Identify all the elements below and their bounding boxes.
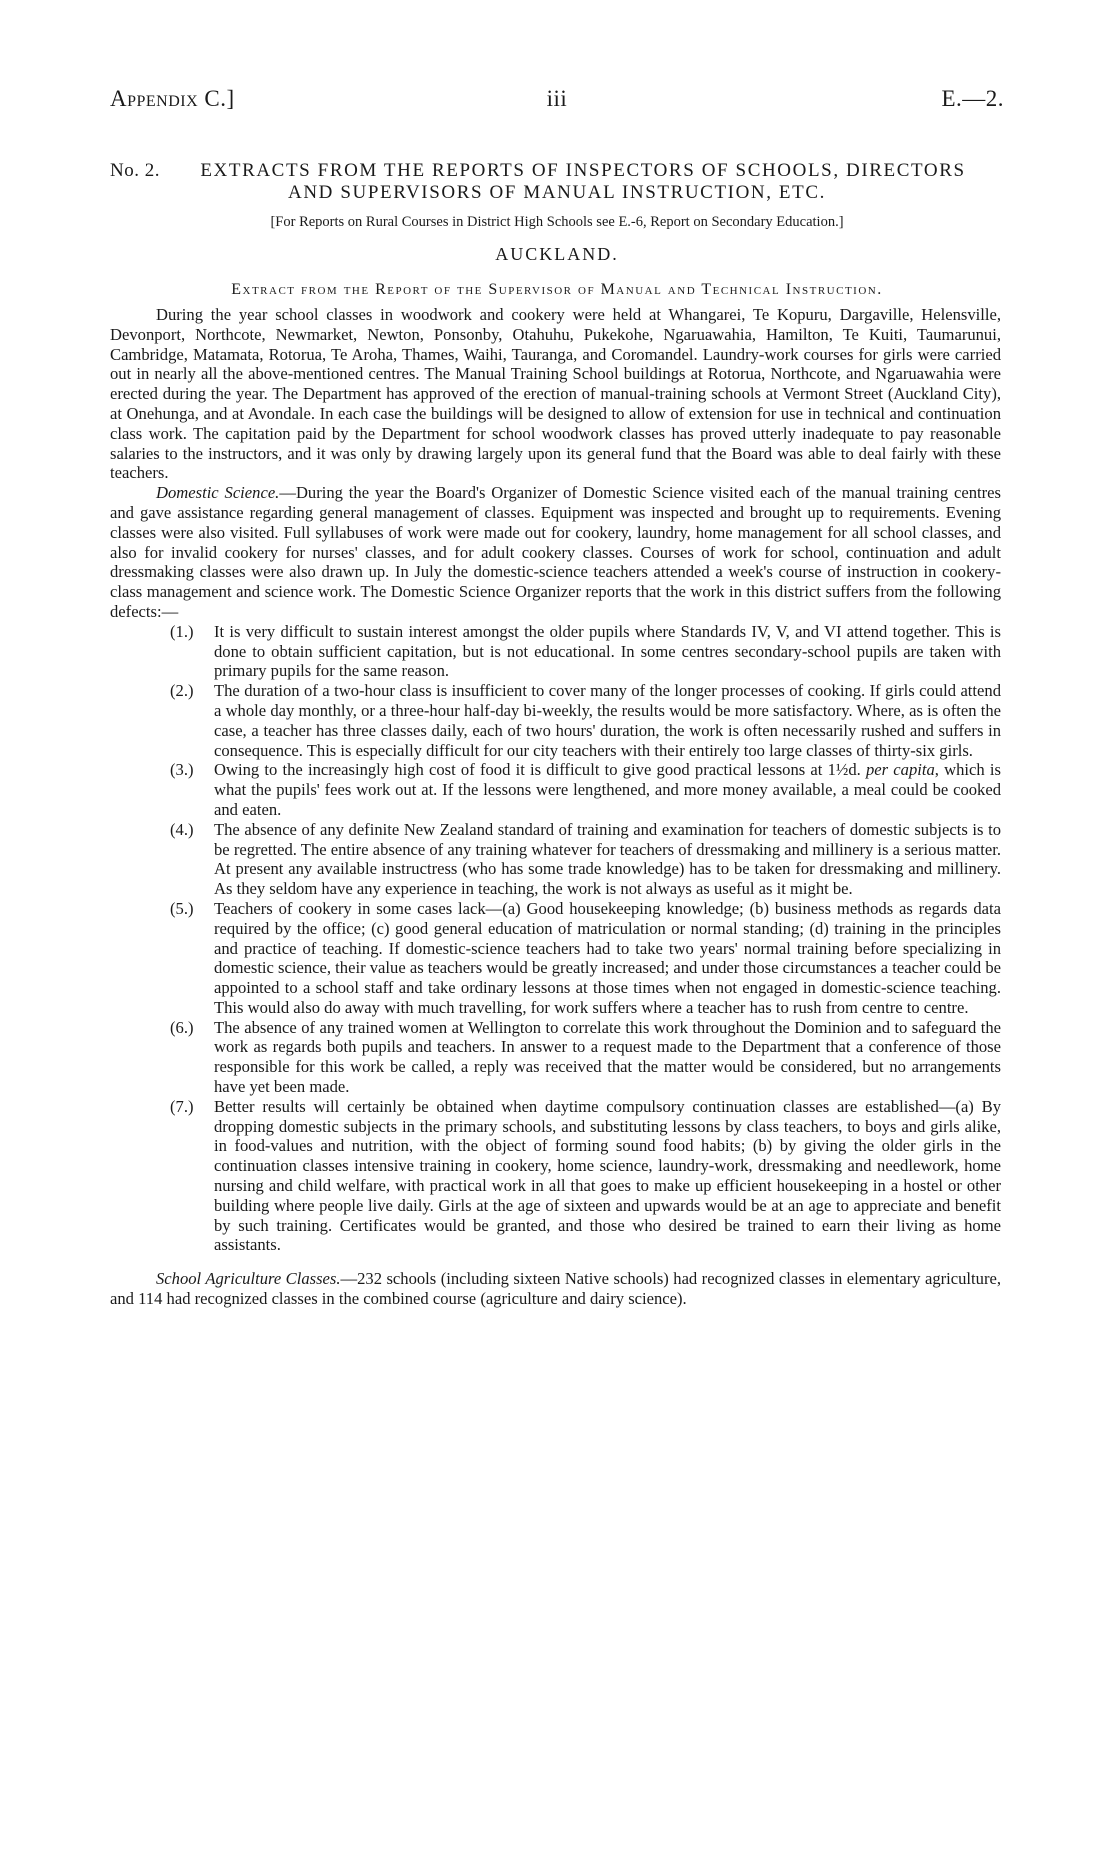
region-heading: AUCKLAND. — [495, 244, 619, 264]
list-text: Owing to the increasingly high cost of food it is difficult to give good practical lessons at 1½d. — [214, 760, 866, 780]
domestic-science-text: —During the year the Board's Organizer of Domestic Science visited each of the manual training centres and gave assistance regarding general management of classes. Equipment was inspected and brought up to requirements. Evening classes were also visited. Full syllabuses of work were made out for cookery, laundry, home management for all school classes, and also for invalid cookery for nurses' classes, and for adult cookery classes. Courses of work for school, continuation and adult dressmaking classes were also drawn up. In July the domestic-science teachers attended a week's course of instruction in cookery-class management and science work. The Domestic Science Organizer reports that the work in this district suffers from the following defects:— — [110, 483, 1001, 621]
header-reference: E.—2. — [941, 86, 1004, 111]
list-text: Better results will certainly be obtained when daytime compulsory continuation classes are established—(a) By dropping domestic subjects in the primary schools, and substituting lessons by class teachers, to boys and girls alike, in food-values and nutrition, with the object of forming sound food habits; (b) by giving the older girls in the continuation classes intensive training in cookery, home science, laundry-work, dressmaking and needlework, home nursing and child welfare, with practical work in all that goes to make up efficient housekeeping in a hostel or other building where people live daily. Girls at the age of sixteen and upwards would be at an age to appreciate and benefit by such training. Certificates would be granted, and those who desired be trained to earn their living as home assistants. — [214, 1096, 1001, 1255]
header-appendix: Appendix C.] — [110, 86, 235, 111]
list-number: (1.) — [170, 621, 194, 641]
list-item — [170, 1017, 1001, 1097]
list-number: (5.) — [170, 898, 194, 918]
list-number: (2.) — [170, 681, 194, 701]
paragraph-domestic-science — [110, 483, 1001, 622]
list-number: (7.) — [170, 1096, 194, 1116]
agriculture-lead: School Agriculture Classes. — [156, 1269, 341, 1289]
agriculture-text: —232 schools (including sixteen Native schools) had recognized classes in elementary agriculture, and 114 had recognized classes in the combined course (agriculture and dairy science). — [110, 1269, 1001, 1309]
list-text: , which is what the pupils' fees work out at. If the lessons were lengthened, and more money available, a meal could be cooked and eaten. — [214, 760, 1001, 819]
list-item — [170, 898, 1001, 1018]
list-item — [170, 819, 1001, 899]
list-number: (6.) — [170, 1017, 194, 1037]
list-number: (3.) — [170, 760, 194, 780]
extract-heading: Extract from the Report of the Supervisor of Manual and Technical Instruction. — [231, 281, 883, 298]
page-number: iii — [546, 86, 568, 111]
list-text: The absence of any definite New Zealand standard of training and examination for teachers of domestic subjects is to be regretted. The entire absence of any training whatever for teachers of dressmaking and millinery is a serious matter. At present any available instructress (who has some trade knowledge) has to be taken for dressmaking and millinery. As they seldom have any experience in teaching, the work is not always as useful as it might be. — [214, 819, 1001, 899]
list-text: The absence of any trained women at Wellington to correlate this work throughout the Dominion and to safeguard the work as regards both pupils and teachers. In answer to a request made to the Department that a conference of those responsible for this work be called, a reply was received that the matter would be considered, but no arrangements have yet been made. — [214, 1017, 1001, 1097]
list-item — [170, 1096, 1001, 1255]
list-number: (4.) — [170, 819, 194, 839]
list-item — [170, 760, 1001, 819]
list-item — [170, 681, 1001, 760]
page-header — [110, 86, 1004, 122]
paragraph-intro: During the year school classes in woodwork and cookery were held at Whangarei, Te Kopuru, Dargaville, Helensville, Devonport, Northcote, Newmarket, Newton, Ponsonby, Otahuhu, Pukekohe, Ngaruawahia, Hamilton, Te Kuiti, Taumarunui, Cambridge, Matamata, Rotorua, Te Aroha, Thames, Waihi, Tauranga, and Coromandel. Laundry-work courses for girls were carried out in nearly all the above-mentioned centres. The Manual Training School buildings at Rotorua, Northcote, and Ngaruawahia were erected during the year. The Department has approved of the erection of manual-training schools at Vermont Street (Auckland City), at Onehunga, and at Avondale. In each case the buildings will be designed to allow of extension for use in technical and continuation class work. The capitation paid by the Department for school woodwork classes has proved utterly inadequate to pay reasonable salaries to the instructors, and it was only by drawing largely upon its general fund that the Board was able to deal fairly with these teachers. — [110, 305, 1001, 483]
subnote: [For Reports on Rural Courses in District High Schools see E.-6, Report on Secondary Education.] — [270, 214, 844, 230]
title-number: No. 2. — [110, 160, 160, 181]
title-line-2: AND SUPERVISORS OF MANUAL INSTRUCTION, ETC. — [288, 182, 826, 203]
list-item — [170, 621, 1001, 681]
title-line-1: EXTRACTS FROM THE REPORTS OF INSPECTORS OF SCHOOLS, DIRECTORS — [200, 160, 966, 181]
list-text: The duration of a two-hour class is insufficient to cover many of the longer processes of cooking. If girls could attend a whole day monthly, or a three-hour half-day bi-weekly, the results would be more satisfactory. Where, as is often the case, a teacher has three classes daily, each of two hours' duration, the work is often necessarily rushed and suffers in consequence. This is especially difficult for our city teachers with their entirely too large classes of thirty-six girls. — [214, 681, 1001, 760]
domestic-science-lead: Domestic Science. — [156, 483, 280, 503]
document-title — [110, 160, 1004, 204]
list-text: Teachers of cookery in some cases lack—(a) Good housekeeping knowledge; (b) business methods as regards data required by the office; (c) good general education of matriculation or normal standing; (d) training in the principles and practice of teaching. If domestic-science teachers had to take two years' normal training before specializing in domestic science, their value as teachers would be greatly increased; and under those circumstances a teacher could be appointed to a school staff and take ordinary lessons at those times when not engaged in domestic-science teaching. This would also do away with much travelling, for work suffers where a teacher has to rush from centre to centre. — [214, 898, 1001, 1017]
paragraph-agriculture — [110, 1269, 1001, 1309]
list-text: It is very difficult to sustain interest amongst the older pupils where Standards IV, V, and VI attend together. This is done to obtain sufficient capitation, but is not educational. In some centres secondary-school pupils are taken with primary pupils for the same reason. — [214, 621, 1001, 681]
list-text-italic: per capita — [865, 760, 935, 780]
report-body — [110, 305, 1001, 1309]
